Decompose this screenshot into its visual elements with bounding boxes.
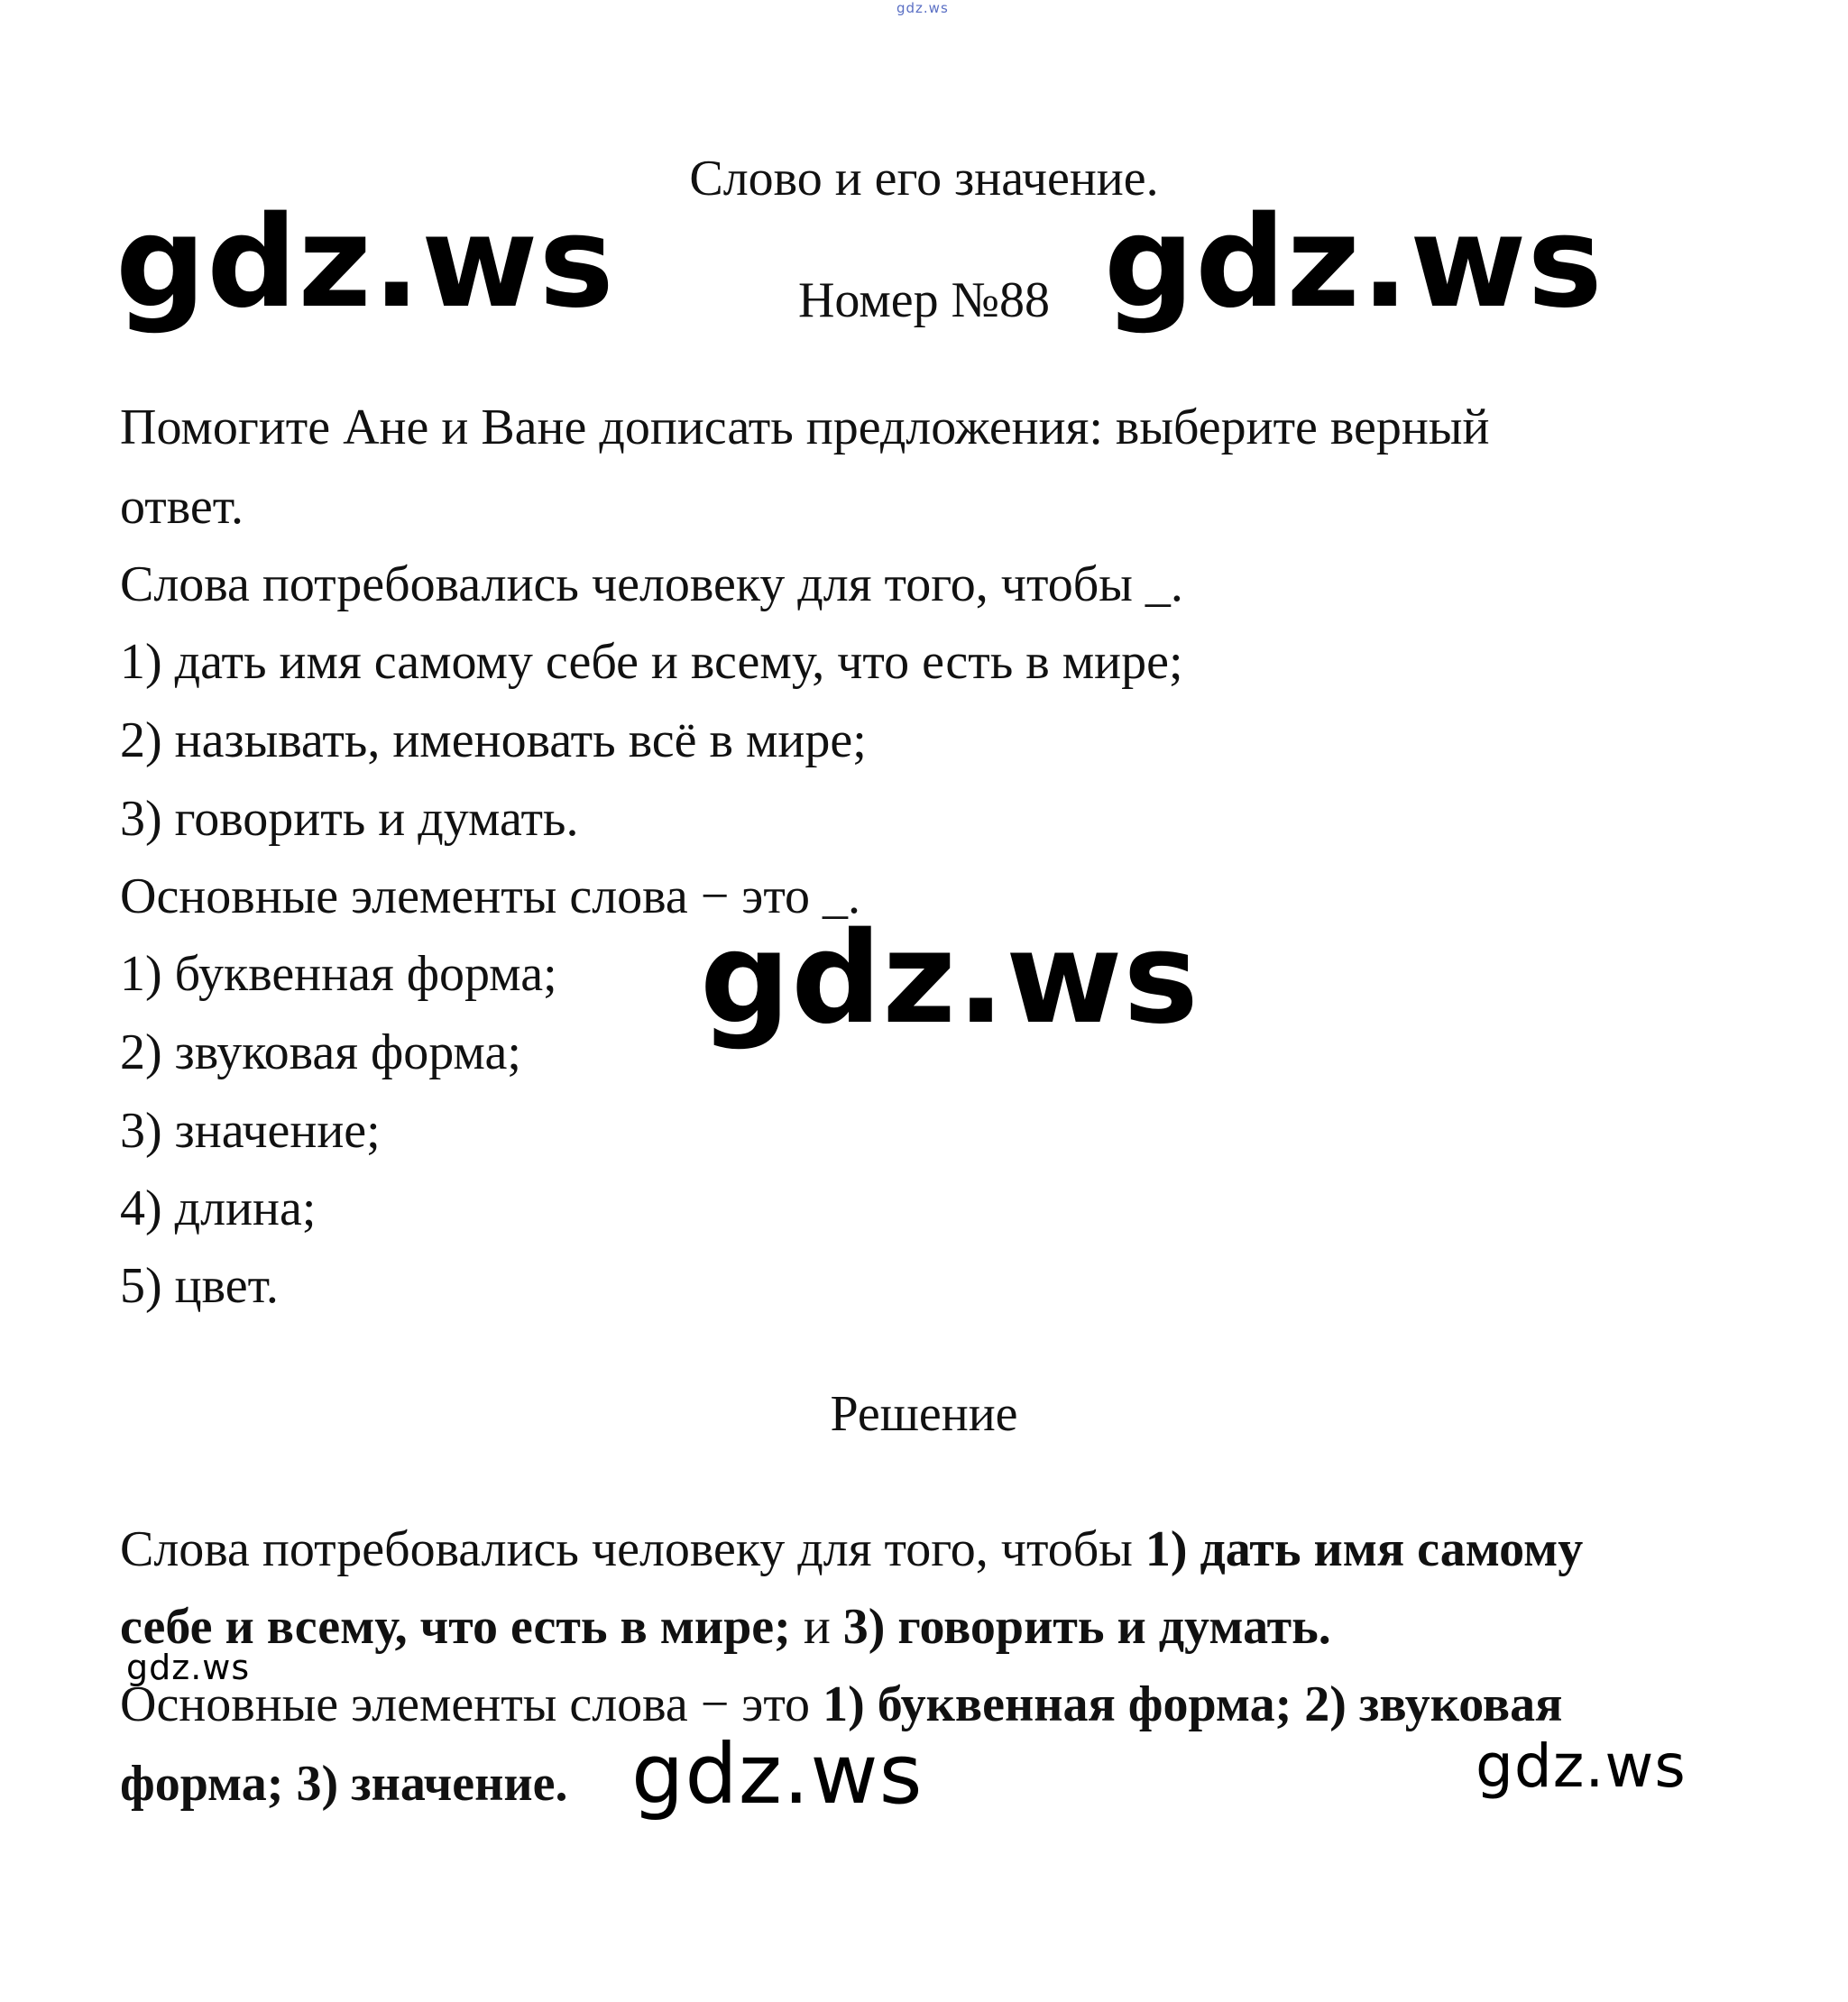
q1-option-2: 2) называть, именовать всё в мире; [120,712,867,768]
watermark-top-left: gdz.ws [115,189,615,336]
solution-heading: Решение [830,1386,1018,1442]
question-2: Основные элементы слова − это _. [120,868,861,924]
task-intro-line2: ответ. [120,479,244,535]
answer-1-line1 [120,1521,1584,1577]
task-intro-line1: Помогите Ане и Ване дописать предложения: выберите верный [120,399,1490,455]
answer-1-bold-3: 3) говорить и думать. [842,1599,1331,1655]
task-number: Номер №88 [797,272,1051,328]
watermark-top: gdz.ws [896,0,949,16]
watermark-middle: gdz.ws [700,905,1200,1052]
question-1: Слова потребовались человеку для того, чтобы _. [120,556,1183,612]
answer-1-mid: и [790,1599,843,1655]
watermark-small-left: gdz.ws [126,1648,251,1687]
q2-option-3: 3) значение; [120,1103,381,1159]
answer-2-bold-1: 1) буквенная форма; 2) звуковая [823,1676,1563,1732]
q2-option-1: 1) буквенная форма; [120,946,557,1002]
watermark-top-right: gdz.ws [1104,189,1604,336]
watermark-bottom-center: gdz.ws [631,1726,924,1823]
answer-1-bold-2: себе и всему, что есть в мире; [120,1599,791,1655]
answer-2-line1 [120,1676,1563,1732]
answer-1-bold-1: 1) дать имя самому [1145,1521,1584,1577]
page-title: Слово и его значение. [689,151,1159,207]
answer-2-line2 [120,1756,568,1812]
answer-1-prefix: Слова потребовались человеку для того, чтобы [120,1521,1145,1577]
answer-2-prefix: Основные элементы слова − это [120,1676,823,1732]
q1-option-1: 1) дать имя самому себе и всему, что есть в мире; [120,634,1183,690]
q2-option-4: 4) длина; [120,1180,317,1236]
q2-option-2: 2) звуковая форма; [120,1024,521,1080]
q2-option-5: 5) цвет. [120,1258,279,1314]
q1-option-3: 3) говорить и думать. [120,791,579,847]
answer-1-line2 [120,1599,1331,1655]
answer-2-bold-2: форма; 3) значение. [120,1756,568,1812]
watermark-bottom-right: gdz.ws [1476,1731,1687,1801]
